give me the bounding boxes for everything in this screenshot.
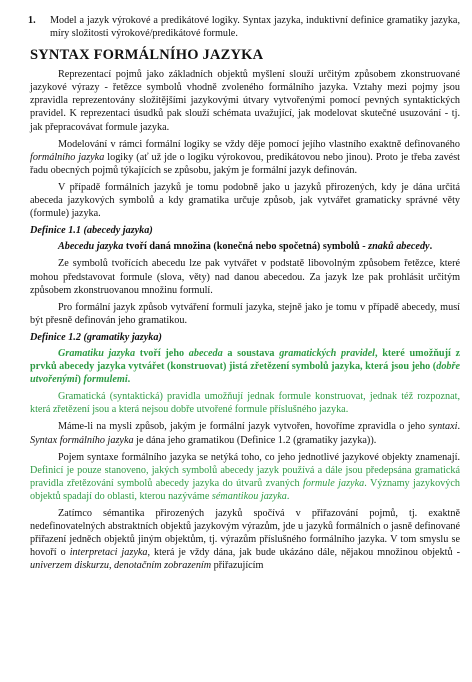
paragraph-5: Pro formální jazyk způsob vytváření formulí jazyka, stejně jako je tomu v případě abecedy, musí být přesně definován jeho gramatikou. xyxy=(30,301,460,326)
emphasis-syntax: syntaxi xyxy=(428,421,458,433)
paragraph-3: V případě formálních jazyků je tomu podobně jako u jazyků přirozených, kdy je dána určitá abeceda jazykových symbolů a kdy gramatika určuje způsob, jak vytvářet gramaticky správné věty (formule) jazyka. xyxy=(30,181,460,220)
text-run: je dána jeho gramatikou (Definice 1.2 (gramatiky jazyka)). xyxy=(133,434,377,446)
highlight-run: . Významy jazykových objektů spadají do oblasti, kterou nazýváme xyxy=(30,477,460,502)
paragraph-8 xyxy=(30,451,460,503)
definition-1-body xyxy=(30,240,460,253)
text-run: . xyxy=(127,374,131,386)
paragraph-6: Gramatická (syntaktická) pravidla umožňují jednak formule konstruovat, jednak též rozpoznat, která zřetězení jsou a která nejsou dobře utvořené formule příslušného jazyka. xyxy=(30,391,460,416)
term-alphabet-symbols: znaků abecedy xyxy=(368,241,430,253)
emphasis-language-formulas: formule jazyka xyxy=(303,477,365,489)
list-number: 1. xyxy=(28,15,36,26)
definition-2-title: Definice 1.2 (gramatiky jazyka) xyxy=(30,331,162,343)
numbered-list-item xyxy=(30,14,460,40)
emphasis-interpretation: interpretaci jazyka xyxy=(69,547,148,559)
highlight-run: . xyxy=(286,490,290,502)
term-abeceda: abeceda xyxy=(188,347,223,359)
paragraph-2 xyxy=(30,138,460,177)
paragraph-7 xyxy=(30,420,460,446)
emphasis-semantics: sémantikou jazyka xyxy=(211,490,287,502)
term-formulas: formulemi xyxy=(83,374,128,386)
definition-2-body xyxy=(30,347,460,386)
paragraph-4: Ze symbolů tvořících abecedu lze pak vytvářet v podstatě libovolným způsobem řetězce, které mohou představovat formule (slova, věty) nad danou abecedou. Za jazyk lze pak prohlásit určitým způsobem zkonstruovanou množinu formulí. xyxy=(30,258,460,296)
emphasis-syntax-formal-language: Syntax formálního jazyka xyxy=(30,434,134,446)
emphasis-formal-language: formálního jazyka xyxy=(30,151,105,163)
text-run: tvoří jeho xyxy=(135,347,189,359)
text-run: Zatímco sémantika přirozených jazyků spočívá v přiřazování pojmů, tj. exaktně nedefinovatelných abstraktních objektů jazykovým výrazům, jde u jazyků formálních o jasně definované přiřazení jedněch objektů jiným objektům, tj. výrazům příslušného formálního jazyka. V tom smyslu se hovoří o xyxy=(30,508,460,559)
text-run: tvoří daná množina (konečná nebo spočetná) symbolů - xyxy=(123,241,369,253)
section-heading: SYNTAX FORMÁLNÍHO JAZYKA xyxy=(30,47,264,64)
paragraph-9 xyxy=(30,507,460,572)
text-run: logiky (ať už jde o logiku výrokovou, predikátovou nebo jinou). Proto je třeba zavést řadu obecných pojmů týkajících se způsobu, jakým je formální jazyk definován. xyxy=(30,151,460,176)
emphasis-universe-of-discourse: univerzem diskurzu xyxy=(30,560,109,572)
term-alphabet: Abecedu jazyka xyxy=(58,241,124,253)
term-grammar: Gramatiku jazyka xyxy=(58,347,136,359)
list-item-text: Model a jazyk výrokové a predikátové logiky. Syntax jazyka, induktivní definice gramatiky jazyka, míry složitosti výrokové/predikátové formule. xyxy=(50,15,460,40)
term-well-formed: dobře utvořenými xyxy=(30,361,460,386)
text-run: , které umožňují z prvků abecedy jazyka vytvářet (konstruovat) jistá zřetězení symbolů jazyka, která jsou jeho ( xyxy=(30,347,460,373)
emphasis-denotation-mapping: denotačním zobrazením xyxy=(114,560,212,572)
text-run: . xyxy=(429,241,433,253)
text-run: přiřazujícím xyxy=(211,560,264,572)
paragraph-1: Reprezentací pojmů jako základních objektů myšlení slouží určitým způsobem zkonstruované jazykové výrazy - řetězce symbolů vhodně zvoleného formálního jazyka. Vztahy mezi pojmy jsou zpravidla reprezentovány složitějšími jazykovými útvary vytvořenými pomocí pevných syntaktických pravidel. K reprezentaci úsudků pak slouží schémata uvažující, jak modelovat skutečné usuzování - tj. jak přepracovávat formule jazyka. xyxy=(30,69,460,133)
text-run: ) xyxy=(77,374,84,386)
text-run: Pojem syntaxe formálního jazyka se netýká toho, co jeho jednotlivé jazykové objekty znamenají. xyxy=(58,451,460,463)
text-run: , xyxy=(108,560,115,572)
highlight-run: Definicí je pouze stanoveno, jakých symbolů abecedy jazyk používá a dále jsou předepsána gramatická pravidla zřetězování symbolů abecedy jazyka do útvarů zvaných xyxy=(30,464,460,489)
text-run: , která je vždy dána, jak bude ukázáno dále, nějakou množinou objektů - xyxy=(147,547,460,559)
text-run: Máme-li na mysli způsob, jakým je formální jazyk vytvořen, hovoříme zpravidla o jeho xyxy=(58,421,429,433)
term-grammar-rules: gramatických pravidel xyxy=(279,347,375,359)
text-run: . xyxy=(457,421,460,433)
definition-1-title: Definice 1.1 (abecedy jazyka) xyxy=(30,225,153,237)
text-run: a soustava xyxy=(222,347,280,359)
text-run: Modelování v rámci formální logiky se vždy děje pomocí jejího vlastního exaktně definovaného xyxy=(58,138,460,150)
